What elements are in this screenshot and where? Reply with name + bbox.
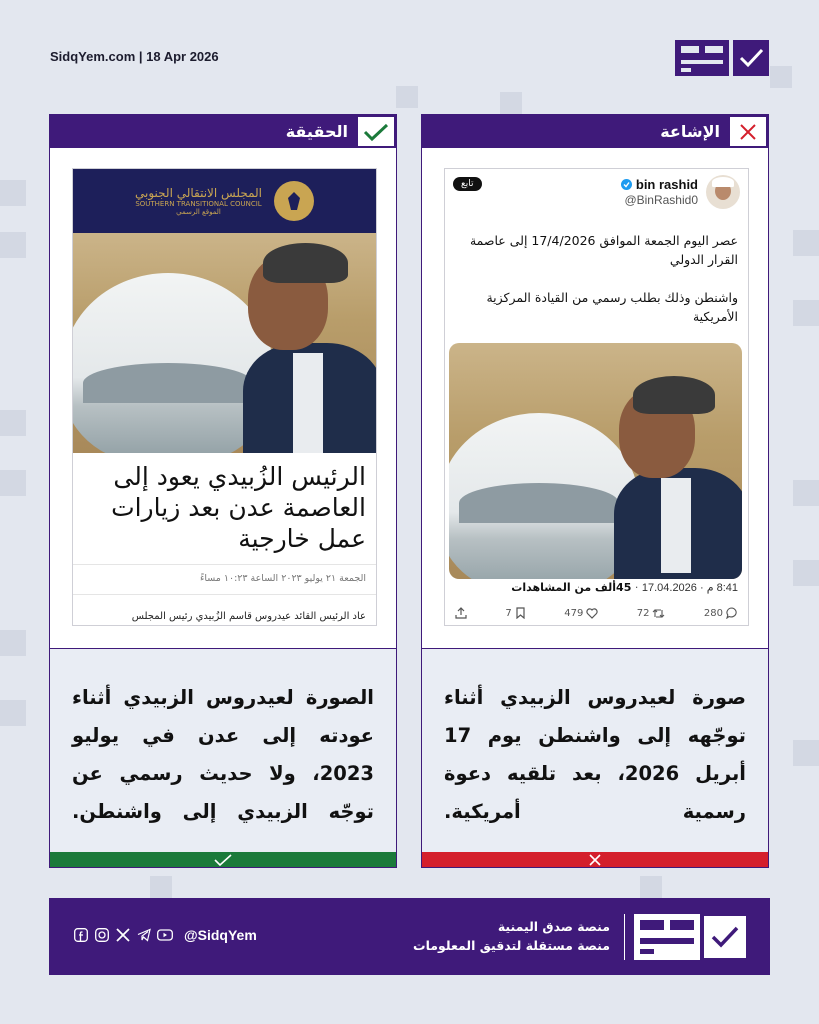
like-count: 479 [564,607,584,619]
footer-bar [49,898,770,975]
news-site-banner [73,169,376,233]
author-name-text: bin rashid [635,177,698,192]
news-photo [73,233,376,453]
footer-divider [624,914,625,960]
facebook-icon[interactable] [73,927,89,943]
bookmark-count: 7 [505,607,512,619]
emblem-icon [274,181,314,221]
rumor-header [422,115,768,148]
retweet-icon [652,608,665,619]
telegram-icon[interactable] [136,927,152,943]
tweet-card [444,168,749,626]
tweet-views-label: ألف من المشاهدات [511,581,617,594]
decor-pixel [500,92,522,114]
site-info: SidqYem.com | 18 Apr 2026 [50,49,219,64]
reply-button[interactable] [704,607,738,619]
decor-pixel [0,410,26,436]
tweet-paragraph-2: واشنطن وذلك بطلب رسمي من القيادة المركزية الأمريكية [486,290,738,324]
avatar [706,175,740,209]
reply-icon [726,607,738,619]
truth-panel [49,114,397,868]
heart-icon [586,608,598,619]
retweet-count: 72 [636,607,650,619]
brand-logo [675,40,769,76]
decor-pixel [150,876,172,898]
decor-pixel [793,740,819,766]
decor-pixel [793,480,819,506]
reply-count: 280 [703,607,723,619]
rumor-footer-bar [422,852,768,867]
truth-evidence [50,148,396,648]
truth-label: الحقيقة [285,122,348,141]
decor-pixel [0,232,26,258]
news-article-card [72,168,377,626]
tweet-photo [449,343,742,579]
decor-pixel [793,300,819,326]
share-icon [455,607,467,619]
org-name: منصة صدق اليمنية [497,919,610,934]
social-handle[interactable]: @SidqYem [184,927,257,943]
org-info [413,917,610,955]
tweet-paragraph-1: عصر اليوم الجمعة الموافق 17/4/2026 إلى عاصمة القرار الدولي [469,233,738,267]
tweet-handle: @BinRashid0 [624,193,698,207]
tweet-actions [455,607,738,619]
truth-footer-bar [50,852,396,867]
truth-description: الصورة لعيدروس الزبيدي أثناء عودته إلى عدن في يوليو 2023، ولا حديث رسمي عن توجّه الزبيدي إلى واشنطن. [50,648,396,854]
instagram-icon[interactable] [94,927,110,943]
like-button[interactable] [564,608,598,619]
x-icon [730,117,766,146]
social-links [73,927,257,943]
decor-pixel [793,230,819,256]
check-icon [358,117,394,146]
tweet-time: 8:41 م · 17.04.2026 [641,582,738,594]
news-excerpt: عاد الرئيس القائد عيدروس قاسم الزُبيدي رئيس المجلس [73,594,376,622]
share-button[interactable] [455,607,467,619]
youtube-icon[interactable] [157,927,173,943]
banner-sub: الموقع الرسمي [176,208,221,216]
tweet-meta: 8:41 م · 17.04.2026 · 45ألف من المشاهدات [511,581,738,594]
bookmark-button[interactable] [505,607,525,619]
verified-icon [621,179,632,190]
tweet-text [455,231,738,345]
banner-title: المجلس الانتقالي الجنوبي [135,186,262,200]
rumor-evidence [422,148,768,648]
decor-pixel [793,560,819,586]
follow-button[interactable]: تابع [453,177,482,191]
org-tagline: منصة مستقلة لتدقيق المعلومات [413,938,610,953]
bookmark-icon [515,607,526,619]
decor-pixel [0,700,26,726]
decor-pixel [770,66,792,88]
x-icon [588,854,602,866]
news-headline: الرئيس الزُبيدي يعود إلى العاصمة عدن بعد زيارات عمل خارجية [111,462,366,553]
banner-en: SOUTHERN TRANSITIONAL COUNCIL [135,200,262,208]
decor-pixel [0,470,26,496]
tweet-views-count: 45 [616,581,632,594]
tweet-author-name [621,177,698,192]
rumor-panel [421,114,769,868]
x-icon[interactable] [115,927,131,943]
tweet-header [445,169,748,217]
decor-pixel [0,630,26,656]
decor-pixel [0,180,26,206]
rumor-label: الإشاعة [660,122,720,141]
truth-header [50,115,396,148]
retweet-button[interactable] [637,608,666,619]
decor-pixel [396,86,418,108]
news-date: الجمعة ٢١ يوليو ٢٠٢٣ الساعة ١٠:٢٣ مساءً [73,564,376,584]
brand-logo [634,914,746,960]
check-icon [213,854,233,866]
rumor-description: صورة لعيدروس الزبيدي أثناء توجّهه إلى واشنطن يوم 17 أبريل 2026، بعد تلقيه دعوة رسمية أمريكية. [422,648,768,854]
decor-pixel [640,876,662,898]
